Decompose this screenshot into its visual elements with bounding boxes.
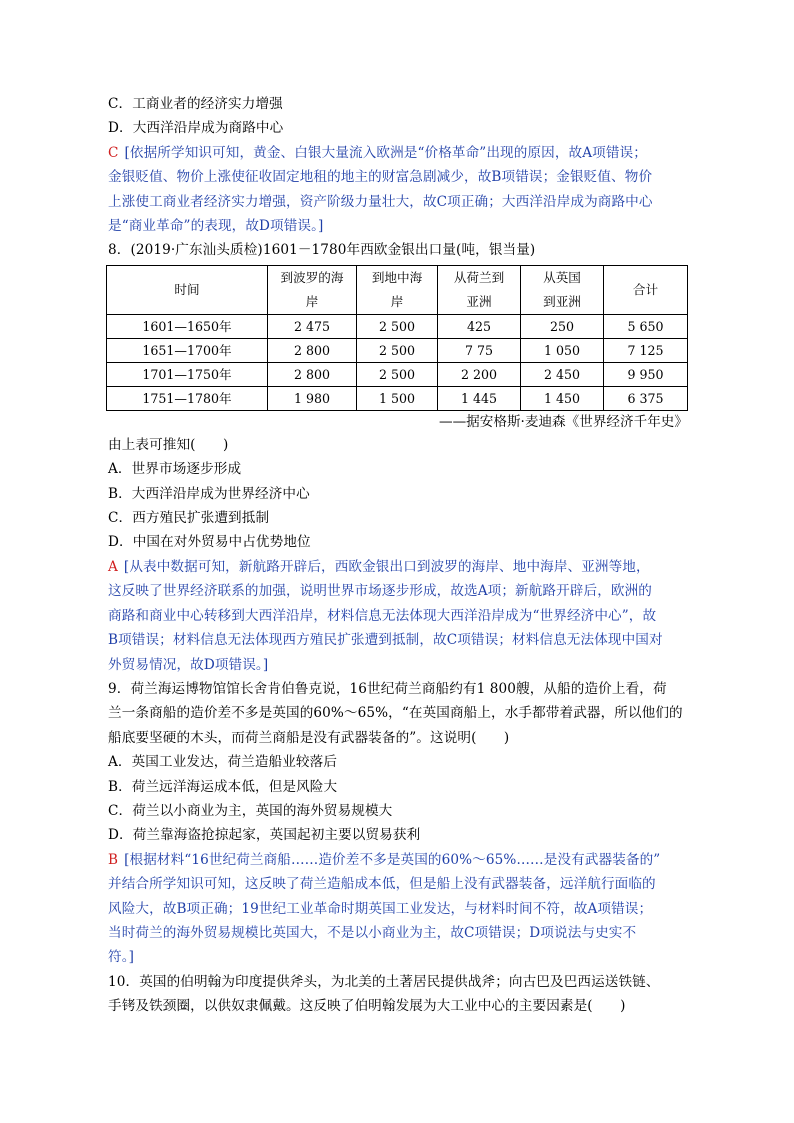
table-cell: 1 450	[521, 386, 604, 410]
gold-silver-export-table	[106, 265, 688, 411]
q8-explanation-line: 商路和商业中心转移到大西洋沿岸，材料信息无法体现大西洋沿岸成为“世界经济中心”，故	[108, 607, 657, 624]
q9-option-a: A．英国工业发达，荷兰造船业较落后	[108, 754, 338, 771]
table-row	[107, 338, 688, 362]
table-cell: 2 800	[268, 362, 357, 386]
table-cell: 1701—1750年	[107, 362, 268, 386]
q7-explanation-line: 是“商业革命”的表现，故D项错误。]	[108, 218, 324, 235]
table-cell: 1 500	[357, 386, 438, 410]
q10-stem-line: 手铐及铁颈圈，以供奴隶佩戴。这反映了伯明翰发展为大工业中心的主要因素是( )	[108, 998, 626, 1015]
q8-explanation-line: 这反映了世界经济联系的加强，说明世界市场逐步形成，故选A项；新航路开辟后，欧洲的	[108, 583, 652, 600]
q8-explanation-line: B项错误；材料信息无法体现西方殖民扩张遭到抵制，故C项错误；材料信息无法体现中国对	[108, 632, 663, 649]
q10-stem-line: 10．英国的伯明翰为印度提供斧头，为北美的土著居民提供战斧；向古巴及巴西运送铁链、	[108, 973, 660, 990]
table-cell: 2 500	[357, 314, 438, 338]
table-cell: 7 75	[438, 338, 521, 362]
q9-stem-line: 船底要坚硬的木头，而荷兰商船是没有武器装备的”。这说明( )	[108, 729, 510, 746]
q9-explanation-line: 风险大，故B项正确；19世纪工业革命时期英国工业发达，与材料时间不符，故A项错误；	[108, 900, 653, 917]
table-cell: 1 445	[438, 386, 521, 410]
q7-explanation-line: 上涨使工商业者经济实力增强，资产阶级力量壮大，故C项正确；大西洋沿岸成为商路中心	[108, 193, 653, 210]
table-cell: 2 200	[438, 362, 521, 386]
table-cell: 5 650	[604, 314, 688, 338]
q7-option-c: C．工商业者的经济实力增强	[108, 96, 283, 112]
table-cell: 2 500	[357, 338, 438, 362]
q8-stem: 8．(2019·广东汕头质检)1601－1780年西欧金银出口量(吨，银当量)	[108, 242, 536, 259]
table-cell: 1651—1700年	[107, 338, 268, 362]
q9-explanation-line: 符。]	[108, 949, 134, 966]
q9-option-d: D．荷兰靠海盗抢掠起家，英国起初主要以贸易获利	[108, 827, 421, 844]
q9-explanation-line: 当时荷兰的海外贸易规模比英国大，不是以小商业为主，故C项错误；D项说法与史实不	[108, 924, 637, 941]
q9-answer-key: B	[108, 851, 119, 868]
q7-explanation-line: C [依据所学知识可知，黄金、白银大量流入欧洲是“价格革命”出现的原因，故A项错误；	[108, 144, 647, 161]
q9-stem-line: 9．荷兰海运博物馆馆长舍肯伯鲁克说，16世纪荷兰商船约有1 800艘，从船的造价上看，荷	[108, 680, 667, 697]
table-cell: 250	[521, 314, 604, 338]
document-page	[108, 92, 688, 1019]
q7-explanation-line: 金银贬值、物价上涨使征收固定地租的地主的财富急剧减少，故B项错误；金银贬值、物价	[108, 169, 653, 186]
table-header-cell: 从荷兰到 亚洲	[438, 265, 521, 314]
q7-option-d: D．大西洋沿岸成为商路中心	[108, 120, 284, 137]
table-header-cell: 到地中海 岸	[357, 265, 438, 314]
q9-option-b: B．荷兰远洋海运成本低，但是风险大	[108, 778, 338, 795]
q8-explanation-line: A [从表中数据可知，新航路开辟后，西欧金银出口到波罗的海岸、地中海岸、亚洲等地，	[108, 558, 650, 575]
table-cell: 9 950	[604, 362, 688, 386]
table-cell: 6 375	[604, 386, 688, 410]
q9-explanation-line: 并结合所学知识可知，这反映了荷兰造船成本低，但是船上没有武器装备，远洋航行面临的	[108, 876, 656, 893]
table-header-cell: 时间	[107, 265, 268, 314]
table-cell: 425	[438, 314, 521, 338]
table-cell: 1 980	[268, 386, 357, 410]
table-cell: 7 125	[604, 338, 688, 362]
table-row	[107, 386, 688, 410]
q8-option-b: B．大西洋沿岸成为世界经济中心	[108, 485, 310, 502]
table-header-cell: 合计	[604, 265, 688, 314]
table-cell: 1 050	[521, 338, 604, 362]
table-source-citation: ——据安格斯·麦迪森《世界经济千年史》	[438, 413, 688, 430]
table-header-cell: 从英国 到亚洲	[521, 265, 604, 314]
q9-explanation-line: B [根据材料“16世纪荷兰商船……造价差不多是英国的60%～65%……是没有武器装备的”	[108, 851, 661, 868]
table-cell: 2 475	[268, 314, 357, 338]
q8-option-c: C．西方殖民扩张遭到抵制	[108, 510, 270, 527]
table-cell: 1601—1650年	[107, 314, 268, 338]
table-row	[107, 314, 688, 338]
table-header-row	[107, 265, 688, 314]
q8-option-a: A．世界市场逐步形成	[108, 461, 242, 478]
q8-answer-key: A	[108, 558, 118, 575]
table-cell: 2 500	[357, 362, 438, 386]
q8-option-d: D．中国在对外贸易中占优势地位	[108, 534, 311, 551]
table-row	[107, 362, 688, 386]
q9-option-c: C．荷兰以小商业为主，英国的海外贸易规模大	[108, 802, 393, 819]
q7-answer-key: C	[108, 144, 119, 161]
q9-stem-line: 兰一条商船的造价差不多是英国的60%～65%，“在英国商船上，水手都带着武器，所以他们的	[108, 705, 683, 722]
q8-explanation-line: 外贸易情况，故D项错误。]	[108, 656, 269, 673]
table-cell: 1751—1780年	[107, 386, 268, 410]
q8-question: 由上表可推知( )	[108, 436, 229, 453]
table-cell: 2 800	[268, 338, 357, 362]
table-cell: 2 450	[521, 362, 604, 386]
table-header-cell: 到波罗的海 岸	[268, 265, 357, 314]
